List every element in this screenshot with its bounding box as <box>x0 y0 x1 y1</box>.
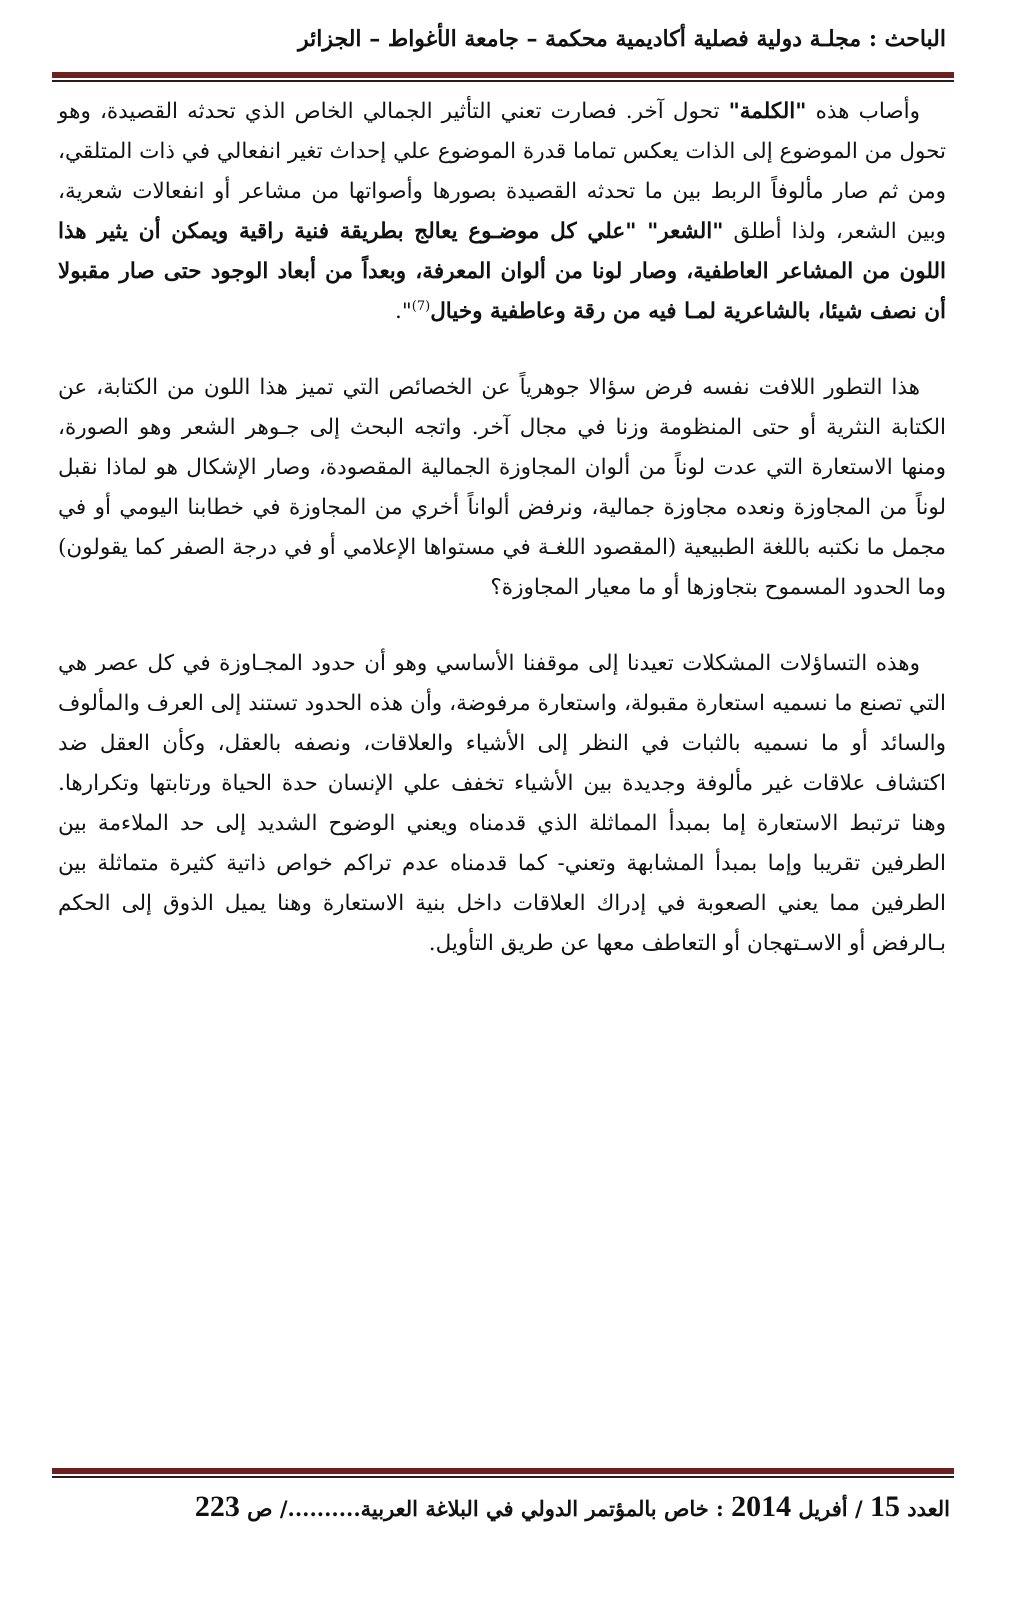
paragraph-1-text-c: ". <box>395 299 412 324</box>
paragraph-1 <box>58 92 946 332</box>
journal-header: الباحث : مجلـة دولية فصلية أكاديمية محكمة – جامعة الأغواط – الجزائر <box>298 26 946 52</box>
issue-month: أفريل <box>798 1496 848 1521</box>
issue-number: 15 <box>869 1490 900 1523</box>
paragraph-1-text-a: وأصاب هذه <box>806 99 920 124</box>
paragraph-1-text-b: تحول آخر. فصارت تعني التأثير الجمالي الخاص الذي تحدثه القصيدة، وهو تحول من الموضوع إلى الذات يعكس تماما قدرة الموضوع علي إحداث تغير انفعالي في ذات المتلقي، ومن ثم صار مألوفاً الربط بين ما تحدثه القصيدة بصورها وأصواتها من مشاعر أو انفعالات شعرية، وبين الشعر، ولذا أطلق <box>58 99 946 244</box>
issue-label: العدد <box>907 1496 950 1521</box>
header-rule-thin <box>52 80 954 82</box>
page-label: ص <box>247 1496 273 1521</box>
footer-rule-thick <box>52 1468 954 1474</box>
issue-separator: / <box>854 1496 863 1521</box>
paragraph-2: هذا التطور اللافت نفسه فرض سؤالا جوهرياً عن الخصائص التي تميز هذا اللون من الكتابة، عن الكتابة النثرية أو حتى المنظومة وزنا في مجال آخر. واتجه البحث إلى جـوهر الشعر وهو الصورة، ومنها الاستعارة التي عدت لوناً من ألوان المجاوزة الجمالية المقصودة، وصار الإشكال هو لماذا نقبل لوناً من المجاوزة ونعده مجاوزة جمالية، ونرفض ألواناً أخري من المجاوزة في خطابنا اليومي أو في مجمل ما نكتبه باللغة الطبيعية (المقصود اللغـة في مستواها الإعلامي أو في درجة الصفر كما يقولون) وما الحدود المسموح بتجاوزها أو ما معيار المجاوزة؟ <box>58 375 946 600</box>
page-footer <box>60 1490 950 1524</box>
footnote-ref-7: (7) <box>411 298 431 314</box>
paragraph-3: وهذه التساؤلات المشكلات تعيدنا إلى موقفنا الأساسي وهو أن حدود المجـاوزة في كل عصر هي التي تصنع ما نسميه استعارة مقبولة، واستعارة مرفوضة، وأن هذه الحدود تستند إلى العرف والمألوف والسائد أو ما نسميه بالثبات في النظر إلى الأشياء والعلاقات، ونصفه بالعقل، وكأن العقل ضد اكتشاف علاقات غير مألوفة وجديدة بين الأشياء تخفف علي الإنسان حدة الحياة ورتابتها وتكرارها. وهنا ترتبط الاستعارة إما بمبدأ المماثلة الذي قدمناه ويعني الوضوح الشديد إلى حد الملاءمة بين الطرفين تقريبا وإما بمبدأ المشابهة وتعني- كما قدمناه عدم تراكم خواص ذاتية كثيرة متماثلة بين الطرفين مما يعني الصعوبة في إدراك العلاقات داخل بنية الاستعارة وهنا يميل الذوق إلى الحكم بـالرفض أو الاسـتهجان أو التعاطف معها عن طريق التأويل. <box>58 651 946 956</box>
article-body <box>58 92 946 964</box>
issue-year: 2014 <box>731 1490 792 1523</box>
paragraph-1-bold-word: "الكلمة" <box>728 99 807 124</box>
page-number: 223 <box>194 1490 240 1523</box>
footer-rule-thin <box>52 1476 954 1478</box>
paragraph-1-bold-quote: "الشعر" "علي كل موضـوع يعالج بطريقة فنية راقية ويمكن أن يثير هذا اللون من المشاعر العاطفية، وصار لونا من ألوان المعرفة، وبعداً من أبعاد الوجود حتى صار مقبولا أن نصف شيئا، بالشاعرية لمـا فيه من رقة وعاطفية وخيال <box>58 219 946 324</box>
header-rule-thick <box>52 72 954 78</box>
special-issue-note: : خاص بالمؤتمر الدولي في البلاغة العربية........../ <box>279 1496 724 1521</box>
